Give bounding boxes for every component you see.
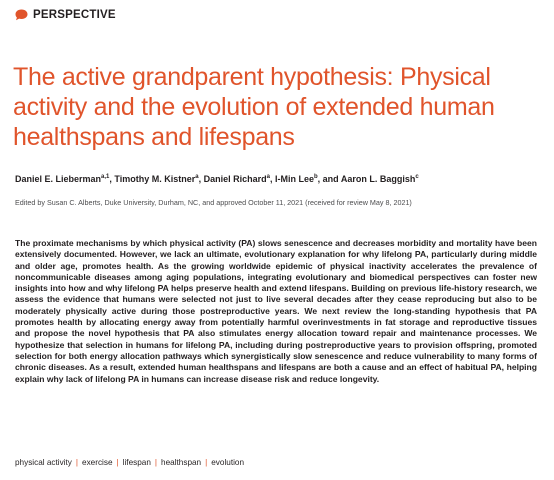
author-name[interactable]: Aaron L. Baggish: [340, 174, 416, 184]
author-list: [15, 174, 540, 184]
keyword-separator: |: [154, 458, 158, 467]
keyword-link[interactable]: lifespan: [122, 458, 151, 467]
author-separator: ,: [269, 174, 275, 184]
keyword-link[interactable]: exercise: [82, 458, 113, 467]
author-affiliation-marker: b: [314, 174, 318, 180]
keyword-list: [15, 458, 540, 467]
author-affiliation-marker: a,1: [101, 174, 110, 180]
keyword-separator: |: [75, 458, 79, 467]
speech-bubble-icon: [15, 9, 28, 21]
author-name[interactable]: I-Min Lee: [274, 174, 314, 184]
abstract: The proximate mechanisms by which physical activity (PA) slows senescence and decreases morbidity and mortality have been extensively documented. However, we lack an ultimate, evolutionary explanation for why lifelong PA, particularly during middle and older age, promotes health. As the growing worldwide epidemic of physical inactivity accelerates the prevalence of noncommunicable diseases among aging populations, integrating evolutionary and biomedical perspectives can foster new insights into how and why lifelong PA helps preserve health and extend lifespans. Building on previous life-history research, we assess the evidence that humans were selected not just to live several decades after they cease reproducing but also to be moderately physically active during those postreproductive years. We next review the long-standing hypothesis that PA promotes health by allocating energy away from potentially harmful overinvestments in fat storage and reproductive tissues and propose the novel hypothesis that PA also stimulates energy allocation toward repair and maintenance processes. We hypothesize that selection in humans for lifelong PA, including during postreproductive years to provision offspring, promoted selection for both energy allocation pathways which synergistically slow senescence and reduce vulnerability to many forms of chronic diseases. As a result, extended human healthspans and lifespans are both a cause and an effect of habitual PA, helping explain why lack of lifelong PA in humans can increase disease risk and reduce longevity.: [15, 238, 537, 384]
keyword-link[interactable]: evolution: [211, 458, 245, 467]
edited-by-line: Edited by Susan C. Alberts, Duke University, Durham, NC, and approved October 11, 2021 (received for review May 8, 2021): [15, 198, 412, 207]
section-label: [15, 9, 116, 21]
keyword-separator: |: [116, 458, 119, 467]
author-affiliation-marker: c: [415, 174, 419, 180]
author-name[interactable]: Daniel E. Lieberman: [15, 174, 102, 184]
keyword-link[interactable]: physical activity: [15, 458, 72, 467]
article-title: The active grandparent hypothesis: Physical activity and the evolution of extended human healthspans and lifespans: [13, 63, 495, 151]
keyword-separator: |: [205, 458, 208, 467]
section-label-text: PERSPECTIVE: [33, 9, 116, 21]
author-separator: , and: [317, 174, 341, 184]
author-name[interactable]: Timothy M. Kistner: [114, 174, 196, 184]
keyword-link[interactable]: healthspan: [161, 458, 202, 467]
author-affiliation-marker: a: [266, 174, 270, 180]
author-separator: ,: [198, 174, 204, 184]
author-separator: ,: [109, 174, 115, 184]
author-affiliation-marker: a: [195, 174, 199, 180]
author-name[interactable]: Daniel Richard: [203, 174, 267, 184]
